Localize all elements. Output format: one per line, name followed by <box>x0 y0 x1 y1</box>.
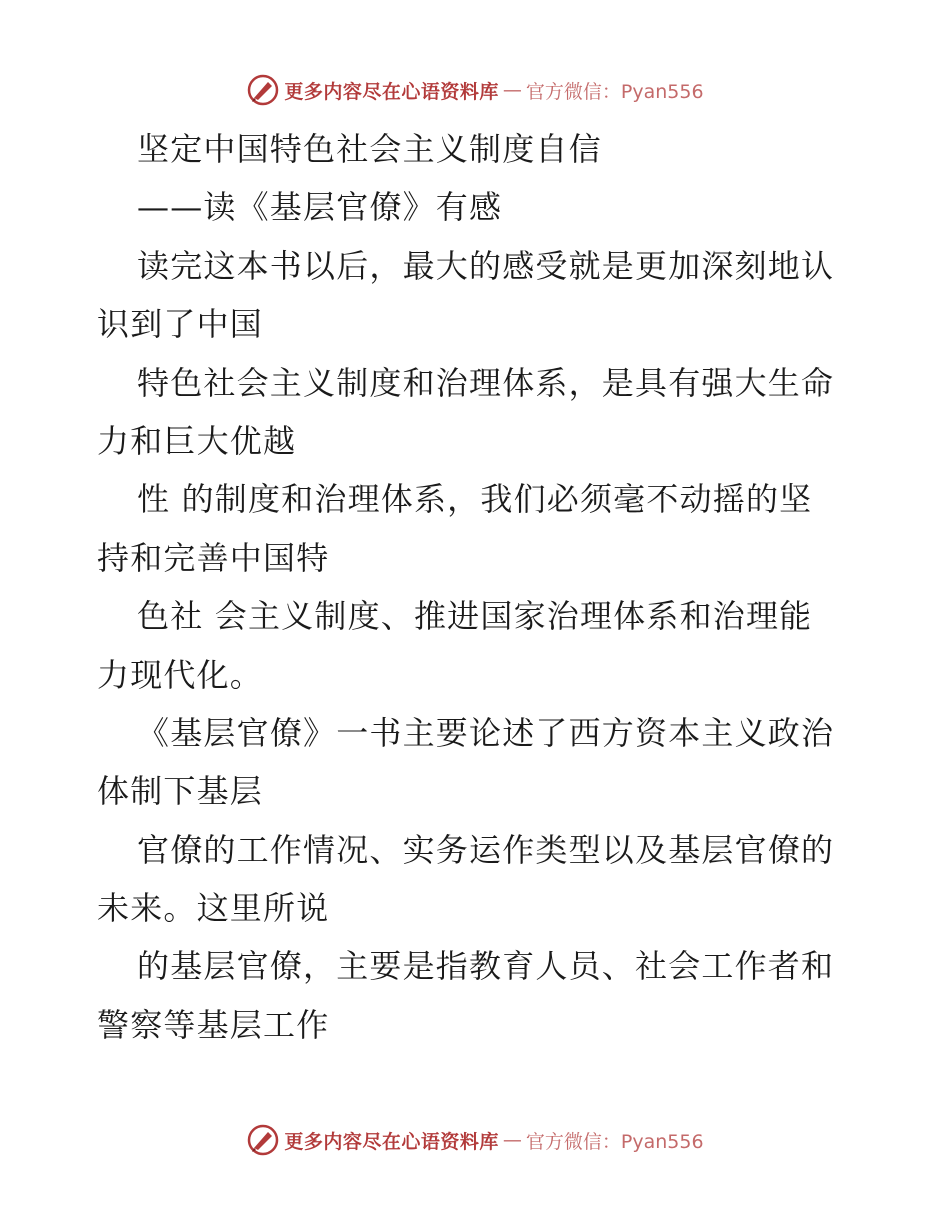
pen-logo-icon <box>246 1123 280 1157</box>
document-title: 坚定中国特色社会主义制度自信 <box>137 130 602 168</box>
pen-logo-icon <box>246 73 280 107</box>
paragraph-line: 性 的制度和治理体系，我们必须毫不动摇的坚 <box>137 480 813 519</box>
paragraph-line: 力和巨大优越 <box>97 421 297 460</box>
paragraph-line: 官僚的工作情况、实务运作类型以及基层官僚的 <box>137 830 835 869</box>
banner-wechat-text: 官方微信：Pyan556 <box>525 1130 704 1153</box>
paragraph-line: 未来。这里所说 <box>97 889 330 928</box>
banner-site-text: 更多内容尽在心语资料库 <box>284 80 499 103</box>
header-banner <box>0 70 950 110</box>
paragraph-line: 警察等基层工作 <box>97 1005 330 1044</box>
paragraph-line: 的基层官僚，主要是指教育人员、社会工作者和 <box>137 947 835 986</box>
banner-separator: — <box>502 1129 522 1151</box>
footer-banner <box>0 1120 950 1160</box>
paragraph-line: 识到了中国 <box>97 305 264 344</box>
banner-wechat-text: 官方微信：Pyan556 <box>525 80 704 103</box>
document-body <box>97 120 857 1054</box>
paragraph-line: 持和完善中国特 <box>97 538 330 577</box>
paragraph-line: 体制下基层 <box>97 772 264 811</box>
paragraph-line: 读完这本书以后，最大的感受就是更加深刻地认 <box>137 246 835 285</box>
document-subtitle: ——读《基层官僚》有感 <box>137 188 503 227</box>
paragraph-line: 力现代化。 <box>97 655 264 694</box>
banner-site-text: 更多内容尽在心语资料库 <box>284 1130 499 1153</box>
paragraph-line: 特色社会主义制度和治理体系，是具有强大生命 <box>137 363 835 402</box>
banner-separator: — <box>502 79 522 101</box>
paragraph-line: 《基层官僚》一书主要论述了西方资本主义政治 <box>137 713 835 752</box>
paragraph-line: 色社 会主义制度、推进国家治理体系和治理能 <box>137 597 813 636</box>
